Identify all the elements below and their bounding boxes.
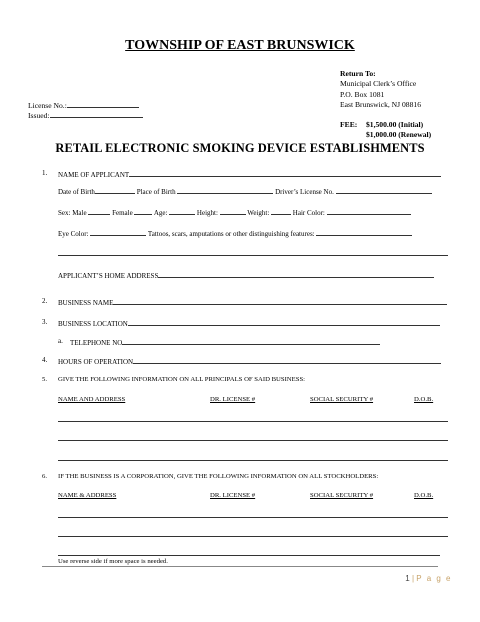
principals-entry-line-1[interactable] [58, 421, 448, 422]
principals-entry-line-2[interactable] [58, 440, 448, 441]
hair-color-label: Hair Color: [292, 209, 325, 217]
principals-col-dob: D.O.B. [414, 396, 434, 403]
height-label: Height: [196, 209, 218, 217]
stockholders-entry-line-2[interactable] [58, 536, 448, 537]
age-input[interactable] [169, 207, 195, 215]
return-to-line-3: East Brunswick, NJ 08816 [340, 100, 421, 109]
stockholders-col-name-address: NAME & ADDRESS [58, 492, 117, 499]
principals-col-name-address: NAME AND ADDRESS [58, 396, 126, 403]
business-name-label: BUSINESS NAME [58, 299, 114, 307]
section-1-number: 1. [42, 169, 48, 177]
page-title: TOWNSHIP OF EAST BRUNSWICK [125, 38, 355, 53]
business-name-field[interactable] [58, 297, 447, 307]
tattoos-input[interactable] [316, 228, 412, 236]
return-to-line-2: P.O. Box 1081 [340, 89, 385, 99]
age-label: Age: [153, 209, 168, 217]
license-no-label: License No.: [28, 101, 67, 110]
issued-field[interactable] [28, 110, 143, 122]
reverse-side-note: Use reverse side if more space is needed. [58, 558, 168, 565]
issued-label: Issued: [28, 111, 50, 120]
section-2-number: 2. [42, 297, 48, 305]
stockholders-col-ssn: SOCIAL SECURITY # [310, 492, 374, 499]
height-input[interactable] [220, 207, 246, 215]
home-address-field[interactable] [58, 270, 434, 280]
business-location-field[interactable] [58, 318, 440, 328]
dob-input[interactable] [95, 186, 135, 194]
page-number-value: 1 [405, 574, 410, 583]
name-of-applicant-label: NAME OF APPLICANT [58, 171, 130, 179]
form-title: RETAIL ELECTRONIC SMOKING DEVICE ESTABLISHMENTS [55, 141, 425, 155]
principals-col-ssn: SOCIAL SECURITY # [310, 396, 374, 403]
fee-renewal: $1,000.00 (Renewal) [366, 130, 432, 139]
eye-color-label: Eye Color: [58, 230, 89, 238]
principals-col-dr-license: DR. LICENSE # [210, 396, 256, 403]
stockholders-col-dob: D.O.B. [414, 492, 434, 499]
place-of-birth-input[interactable] [177, 186, 273, 194]
stockholders-entry-line-1[interactable] [58, 517, 448, 518]
sex-male-input[interactable] [88, 207, 110, 215]
female-label: Female [112, 209, 133, 217]
applicant-details-row-1 [58, 186, 432, 196]
section-5-label: GIVE THE FOLLOWING INFORMATION ON ALL PRINCIPALS OF SAID BUSINESS: [58, 376, 306, 383]
drivers-license-input[interactable] [336, 186, 432, 194]
fee-initial: $1,500.00 (Initial) [366, 120, 424, 129]
telephone-label: TELEPHONE NO [70, 339, 123, 347]
hair-color-input[interactable] [327, 207, 411, 215]
footer-divider [42, 566, 438, 567]
drivers-license-label: Driver’s License No. [275, 188, 334, 196]
applicant-details-row-3 [58, 228, 412, 238]
stockholders-col-dr-license: DR. LICENSE # [210, 492, 256, 499]
fee-label: FEE: [340, 120, 358, 129]
hours-of-operation-field[interactable] [58, 356, 441, 366]
tattoos-label: Tattoos, scars, amputations or other distinguishing features: [147, 230, 315, 238]
section-3-number: 3. [42, 318, 48, 326]
page-number [405, 574, 452, 583]
page-label: P a g e [416, 574, 452, 583]
tattoos-continuation-line[interactable] [58, 255, 448, 256]
name-of-applicant-field[interactable] [58, 169, 441, 179]
dob-label: Date of Birth [58, 188, 95, 196]
place-of-birth-label: Place of Birth [136, 188, 176, 196]
section-6-label: IF THE BUSINESS IS A CORPORATION, GIVE THE FOLLOWING INFORMATION ON ALL STOCKHOLDERS: [58, 473, 379, 480]
applicant-details-row-2 [58, 207, 411, 217]
section-5-number: 5. [42, 376, 48, 383]
weight-label: Weight: [247, 209, 270, 217]
sex-male-label: Sex: Male [58, 209, 87, 217]
principals-entry-line-3[interactable] [58, 460, 448, 461]
section-4-number: 4. [42, 356, 48, 364]
page-number-separator: | [411, 574, 415, 583]
return-to-line-1: Municipal Clerk’s Office [340, 79, 417, 88]
home-address-label: APPLICANT’S HOME ADDRESS [58, 272, 159, 280]
section-6-number: 6. [42, 473, 48, 480]
stockholders-entry-line-3[interactable] [58, 555, 440, 556]
business-location-label: BUSINESS LOCATION [58, 320, 128, 328]
telephone-sub-a: a. [58, 337, 63, 345]
hours-of-operation-label: HOURS OF OPERATION [58, 358, 134, 366]
return-to-label: Return To: [340, 69, 376, 78]
telephone-field[interactable] [70, 337, 380, 347]
eye-color-input[interactable] [90, 228, 146, 236]
weight-input[interactable] [271, 207, 291, 215]
female-input[interactable] [134, 207, 152, 215]
